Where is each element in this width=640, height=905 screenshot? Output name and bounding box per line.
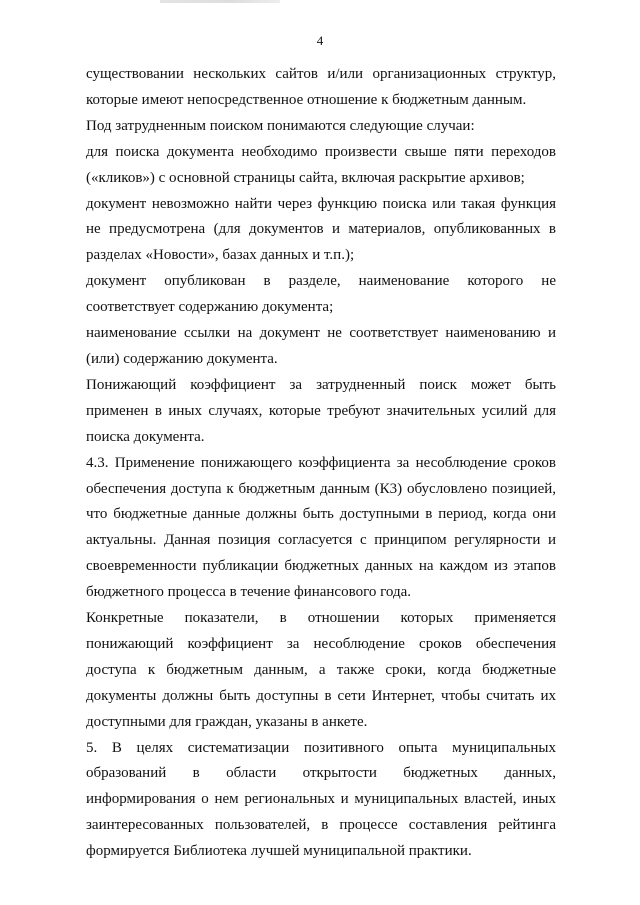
paragraph: Под затрудненным поиском понимаются следующие случаи:	[86, 117, 475, 134]
paragraph: существовании нескольких сайтов и/или организационных структур, которые имеют непосредственное отношение к бюджетным данным.	[86, 66, 556, 108]
paragraph: документ невозможно найти через функцию поиска или такая функция не предусмотрена (для документов и материалов, опубликованных в разделах «Новости», базах данных и т.п.);	[86, 195, 556, 264]
paragraph: для поиска документа необходимо произвести свыше пяти переходов («кликов») с основной страницы сайта, включая раскрытие архивов;	[86, 143, 556, 186]
body-text	[86, 62, 556, 865]
paragraph: 5. В целях систематизации позитивного опыта муниципальных образований в области открытости бюджетных данных, информирования о нем региональных и муниципальных властей, иных заинтересованных пользователей, в процессе составления рейтинга формируется Библиотека лучшей муниципальной практики.	[86, 739, 556, 860]
paragraph: документ опубликован в разделе, наименование которого не соответствует содержанию документа;	[86, 273, 556, 316]
paragraph: Конкретные показатели, в отношении которых применяется понижающий коэффициент за несоблюдение сроков обеспечения доступа к бюджетным данным, а также сроки, когда бюджетные документы должны быть доступны в сети Интернет, чтобы считать их доступными для граждан, указаны в анкете.	[86, 610, 556, 730]
paragraph: наименование ссылки на документ не соответствует наименованию и (или) содержанию документа.	[86, 325, 556, 367]
scan-artifact	[160, 0, 280, 3]
paragraph: Понижающий коэффициент за затрудненный поиск может быть применен в иных случаях, которые требуют значительных усилий для поиска документа.	[86, 376, 556, 445]
paragraph: 4.3. Применение понижающего коэффициента за несоблюдение сроков обеспечения доступа к бюджетным данным (К3) обусловлено позицией, что бюджетные данные должны быть доступными в период, когда они актуальны. Данная позиция согласуется с принципом регулярности и своевременности публикации бюджетных данных на каждом из этапов бюджетного процесса в течение финансового года.	[86, 454, 556, 601]
page-number: 4	[316, 33, 324, 48]
